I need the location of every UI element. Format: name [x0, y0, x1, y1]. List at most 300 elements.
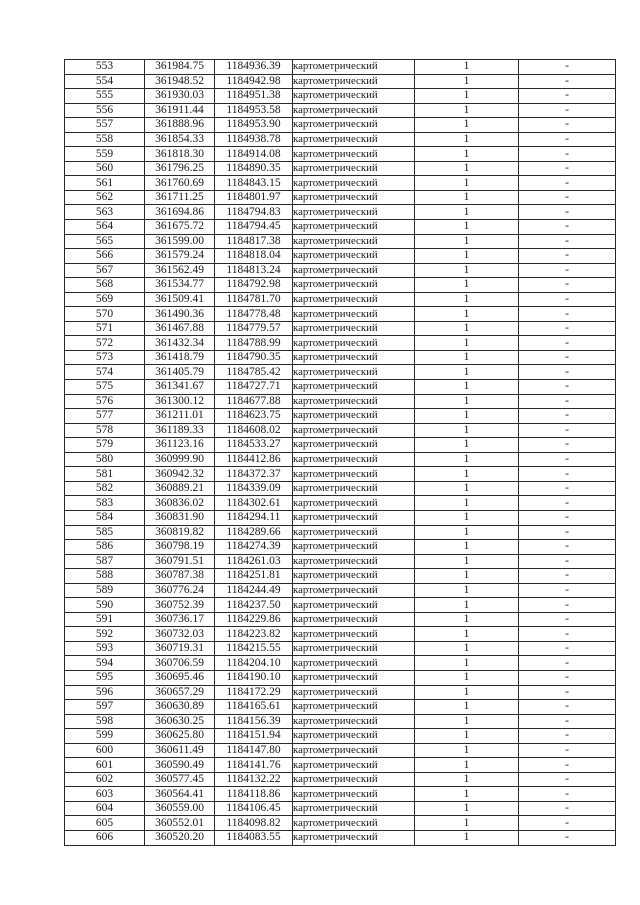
method-cell: картометрический	[293, 278, 415, 293]
point-number-cell: 559	[65, 147, 145, 162]
method-cell: картометрический	[293, 554, 415, 569]
description-cell: -	[519, 641, 616, 656]
table-row	[65, 161, 616, 176]
x-coordinate-cell: 360798.19	[145, 540, 215, 555]
table-row	[65, 103, 616, 118]
x-coordinate-cell: 360736.17	[145, 612, 215, 627]
point-number-cell: 592	[65, 627, 145, 642]
x-coordinate-cell: 360787.38	[145, 569, 215, 584]
point-number-cell: 556	[65, 103, 145, 118]
accuracy-cell: 1	[415, 641, 519, 656]
point-number-cell: 595	[65, 670, 145, 685]
description-cell: -	[519, 598, 616, 613]
table-row	[65, 249, 616, 264]
method-cell: картометрический	[293, 249, 415, 264]
accuracy-cell: 1	[415, 74, 519, 89]
method-cell: картометрический	[293, 540, 415, 555]
description-cell: -	[519, 700, 616, 715]
x-coordinate-cell: 361490.36	[145, 307, 215, 322]
accuracy-cell: 1	[415, 583, 519, 598]
point-number-cell: 571	[65, 321, 145, 336]
x-coordinate-cell: 361818.30	[145, 147, 215, 162]
y-coordinate-cell: 1184936.39	[215, 60, 293, 75]
x-coordinate-cell: 361675.72	[145, 220, 215, 235]
description-cell: -	[519, 234, 616, 249]
method-cell: картометрический	[293, 380, 415, 395]
accuracy-cell: 1	[415, 830, 519, 845]
point-number-cell: 553	[65, 60, 145, 75]
description-cell: -	[519, 670, 616, 685]
description-cell: -	[519, 438, 616, 453]
accuracy-cell: 1	[415, 350, 519, 365]
description-cell: -	[519, 350, 616, 365]
y-coordinate-cell: 1184951.38	[215, 89, 293, 104]
x-coordinate-cell: 361418.79	[145, 350, 215, 365]
description-cell: -	[519, 743, 616, 758]
y-coordinate-cell: 1184106.45	[215, 801, 293, 816]
x-coordinate-cell: 361984.75	[145, 60, 215, 75]
description-cell: -	[519, 365, 616, 380]
x-coordinate-cell: 361467.88	[145, 321, 215, 336]
point-number-cell: 566	[65, 249, 145, 264]
x-coordinate-cell: 361123.16	[145, 438, 215, 453]
description-cell: -	[519, 176, 616, 191]
y-coordinate-cell: 1184677.88	[215, 394, 293, 409]
description-cell: -	[519, 278, 616, 293]
description-cell: -	[519, 627, 616, 642]
method-cell: картометрический	[293, 132, 415, 147]
accuracy-cell: 1	[415, 670, 519, 685]
point-number-cell: 555	[65, 89, 145, 104]
y-coordinate-cell: 1184942.98	[215, 74, 293, 89]
y-coordinate-cell: 1184372.37	[215, 467, 293, 482]
y-coordinate-cell: 1184953.90	[215, 118, 293, 133]
description-cell: -	[519, 220, 616, 235]
point-number-cell: 606	[65, 830, 145, 845]
description-cell: -	[519, 60, 616, 75]
table-row	[65, 74, 616, 89]
y-coordinate-cell: 1184790.35	[215, 350, 293, 365]
method-cell: картометрический	[293, 481, 415, 496]
point-number-cell: 560	[65, 161, 145, 176]
x-coordinate-cell: 360831.90	[145, 510, 215, 525]
description-cell: -	[519, 292, 616, 307]
point-number-cell: 598	[65, 714, 145, 729]
accuracy-cell: 1	[415, 481, 519, 496]
method-cell: картометрический	[293, 656, 415, 671]
table-row	[65, 438, 616, 453]
accuracy-cell: 1	[415, 525, 519, 540]
coordinates-table	[64, 59, 616, 846]
y-coordinate-cell: 1184788.99	[215, 336, 293, 351]
point-number-cell: 563	[65, 205, 145, 220]
table-row	[65, 496, 616, 511]
description-cell: -	[519, 569, 616, 584]
x-coordinate-cell: 360776.24	[145, 583, 215, 598]
y-coordinate-cell: 1184098.82	[215, 816, 293, 831]
description-cell: -	[519, 481, 616, 496]
table-row	[65, 569, 616, 584]
accuracy-cell: 1	[415, 510, 519, 525]
table-row	[65, 467, 616, 482]
description-cell: -	[519, 496, 616, 511]
point-number-cell: 573	[65, 350, 145, 365]
method-cell: картометрический	[293, 60, 415, 75]
y-coordinate-cell: 1184813.24	[215, 263, 293, 278]
y-coordinate-cell: 1184608.02	[215, 423, 293, 438]
x-coordinate-cell: 361854.33	[145, 132, 215, 147]
x-coordinate-cell: 361711.25	[145, 190, 215, 205]
x-coordinate-cell: 360942.32	[145, 467, 215, 482]
y-coordinate-cell: 1184251.81	[215, 569, 293, 584]
accuracy-cell: 1	[415, 409, 519, 424]
point-number-cell: 601	[65, 758, 145, 773]
y-coordinate-cell: 1184779.57	[215, 321, 293, 336]
accuracy-cell: 1	[415, 423, 519, 438]
description-cell: -	[519, 307, 616, 322]
accuracy-cell: 1	[415, 394, 519, 409]
x-coordinate-cell: 360706.59	[145, 656, 215, 671]
table-row	[65, 307, 616, 322]
x-coordinate-cell: 360819.82	[145, 525, 215, 540]
table-row	[65, 394, 616, 409]
table-row	[65, 176, 616, 191]
table-row	[65, 220, 616, 235]
y-coordinate-cell: 1184890.35	[215, 161, 293, 176]
x-coordinate-cell: 360630.89	[145, 700, 215, 715]
x-coordinate-cell: 361432.34	[145, 336, 215, 351]
y-coordinate-cell: 1184190.10	[215, 670, 293, 685]
table-row	[65, 452, 616, 467]
y-coordinate-cell: 1184794.45	[215, 220, 293, 235]
description-cell: -	[519, 452, 616, 467]
y-coordinate-cell: 1184778.48	[215, 307, 293, 322]
point-number-cell: 600	[65, 743, 145, 758]
x-coordinate-cell: 361694.86	[145, 205, 215, 220]
point-number-cell: 585	[65, 525, 145, 540]
table-row	[65, 729, 616, 744]
accuracy-cell: 1	[415, 787, 519, 802]
description-cell: -	[519, 132, 616, 147]
accuracy-cell: 1	[415, 263, 519, 278]
method-cell: картометрический	[293, 292, 415, 307]
table-row	[65, 612, 616, 627]
table-row	[65, 423, 616, 438]
accuracy-cell: 1	[415, 365, 519, 380]
accuracy-cell: 1	[415, 569, 519, 584]
point-number-cell: 597	[65, 700, 145, 715]
method-cell: картометрический	[293, 685, 415, 700]
description-cell: -	[519, 103, 616, 118]
method-cell: картометрический	[293, 700, 415, 715]
accuracy-cell: 1	[415, 292, 519, 307]
point-number-cell: 570	[65, 307, 145, 322]
accuracy-cell: 1	[415, 220, 519, 235]
accuracy-cell: 1	[415, 205, 519, 220]
method-cell: картометрический	[293, 830, 415, 845]
x-coordinate-cell: 360625.80	[145, 729, 215, 744]
point-number-cell: 561	[65, 176, 145, 191]
description-cell: -	[519, 525, 616, 540]
y-coordinate-cell: 1184132.22	[215, 772, 293, 787]
accuracy-cell: 1	[415, 801, 519, 816]
x-coordinate-cell: 360657.29	[145, 685, 215, 700]
description-cell: -	[519, 118, 616, 133]
description-cell: -	[519, 467, 616, 482]
method-cell: картометрический	[293, 525, 415, 540]
table-row	[65, 409, 616, 424]
x-coordinate-cell: 360590.49	[145, 758, 215, 773]
accuracy-cell: 1	[415, 743, 519, 758]
description-cell: -	[519, 729, 616, 744]
x-coordinate-cell: 361930.03	[145, 89, 215, 104]
accuracy-cell: 1	[415, 540, 519, 555]
x-coordinate-cell: 360889.21	[145, 481, 215, 496]
point-number-cell: 594	[65, 656, 145, 671]
point-number-cell: 574	[65, 365, 145, 380]
description-cell: -	[519, 787, 616, 802]
y-coordinate-cell: 1184792.98	[215, 278, 293, 293]
table-row	[65, 147, 616, 162]
accuracy-cell: 1	[415, 176, 519, 191]
point-number-cell: 572	[65, 336, 145, 351]
method-cell: картометрический	[293, 423, 415, 438]
accuracy-cell: 1	[415, 103, 519, 118]
table-row	[65, 365, 616, 380]
table-row	[65, 205, 616, 220]
point-number-cell: 562	[65, 190, 145, 205]
y-coordinate-cell: 1184953.58	[215, 103, 293, 118]
description-cell: -	[519, 321, 616, 336]
y-coordinate-cell: 1184294.11	[215, 510, 293, 525]
table-row	[65, 234, 616, 249]
table-row	[65, 641, 616, 656]
table-row	[65, 685, 616, 700]
point-number-cell: 593	[65, 641, 145, 656]
method-cell: картометрический	[293, 220, 415, 235]
table-row	[65, 263, 616, 278]
accuracy-cell: 1	[415, 89, 519, 104]
method-cell: картометрический	[293, 801, 415, 816]
accuracy-cell: 1	[415, 234, 519, 249]
method-cell: картометрический	[293, 758, 415, 773]
description-cell: -	[519, 540, 616, 555]
x-coordinate-cell: 361534.77	[145, 278, 215, 293]
point-number-cell: 604	[65, 801, 145, 816]
accuracy-cell: 1	[415, 161, 519, 176]
point-number-cell: 586	[65, 540, 145, 555]
method-cell: картометрический	[293, 510, 415, 525]
method-cell: картометрический	[293, 263, 415, 278]
y-coordinate-cell: 1184118.86	[215, 787, 293, 802]
accuracy-cell: 1	[415, 307, 519, 322]
description-cell: -	[519, 656, 616, 671]
x-coordinate-cell: 361948.52	[145, 74, 215, 89]
method-cell: картометрический	[293, 74, 415, 89]
y-coordinate-cell: 1184412.86	[215, 452, 293, 467]
table-row	[65, 743, 616, 758]
method-cell: картометрический	[293, 336, 415, 351]
accuracy-cell: 1	[415, 336, 519, 351]
x-coordinate-cell: 361509.41	[145, 292, 215, 307]
y-coordinate-cell: 1184229.86	[215, 612, 293, 627]
table-row	[65, 321, 616, 336]
method-cell: картометрический	[293, 496, 415, 511]
x-coordinate-cell: 360791.51	[145, 554, 215, 569]
y-coordinate-cell: 1184215.55	[215, 641, 293, 656]
x-coordinate-cell: 361796.25	[145, 161, 215, 176]
y-coordinate-cell: 1184147.80	[215, 743, 293, 758]
description-cell: -	[519, 249, 616, 264]
point-number-cell: 596	[65, 685, 145, 700]
point-number-cell: 602	[65, 772, 145, 787]
table-row	[65, 758, 616, 773]
table-row	[65, 278, 616, 293]
accuracy-cell: 1	[415, 772, 519, 787]
y-coordinate-cell: 1184339.09	[215, 481, 293, 496]
point-number-cell: 577	[65, 409, 145, 424]
table-row	[65, 830, 616, 845]
description-cell: -	[519, 714, 616, 729]
table-row	[65, 787, 616, 802]
description-cell: -	[519, 772, 616, 787]
description-cell: -	[519, 758, 616, 773]
accuracy-cell: 1	[415, 380, 519, 395]
description-cell: -	[519, 583, 616, 598]
x-coordinate-cell: 360559.00	[145, 801, 215, 816]
coordinates-table-body	[65, 60, 616, 846]
description-cell: -	[519, 263, 616, 278]
method-cell: картометрический	[293, 612, 415, 627]
method-cell: картометрический	[293, 394, 415, 409]
description-cell: -	[519, 147, 616, 162]
accuracy-cell: 1	[415, 321, 519, 336]
x-coordinate-cell: 360564.41	[145, 787, 215, 802]
method-cell: картометрический	[293, 103, 415, 118]
point-number-cell: 557	[65, 118, 145, 133]
method-cell: картометрический	[293, 161, 415, 176]
y-coordinate-cell: 1184843.15	[215, 176, 293, 191]
x-coordinate-cell: 360520.20	[145, 830, 215, 845]
y-coordinate-cell: 1184141.76	[215, 758, 293, 773]
method-cell: картометрический	[293, 467, 415, 482]
method-cell: картометрический	[293, 787, 415, 802]
table-row	[65, 627, 616, 642]
y-coordinate-cell: 1184204.10	[215, 656, 293, 671]
y-coordinate-cell: 1184156.39	[215, 714, 293, 729]
y-coordinate-cell: 1184172.29	[215, 685, 293, 700]
accuracy-cell: 1	[415, 190, 519, 205]
description-cell: -	[519, 394, 616, 409]
accuracy-cell: 1	[415, 118, 519, 133]
y-coordinate-cell: 1184237.50	[215, 598, 293, 613]
point-number-cell: 589	[65, 583, 145, 598]
table-row	[65, 700, 616, 715]
x-coordinate-cell: 360732.03	[145, 627, 215, 642]
method-cell: картометрический	[293, 147, 415, 162]
method-cell: картометрический	[293, 569, 415, 584]
y-coordinate-cell: 1184785.42	[215, 365, 293, 380]
method-cell: картометрический	[293, 409, 415, 424]
x-coordinate-cell: 361562.49	[145, 263, 215, 278]
accuracy-cell: 1	[415, 452, 519, 467]
description-cell: -	[519, 554, 616, 569]
x-coordinate-cell: 361341.67	[145, 380, 215, 395]
table-row	[65, 772, 616, 787]
y-coordinate-cell: 1184914.08	[215, 147, 293, 162]
x-coordinate-cell: 361760.69	[145, 176, 215, 191]
point-number-cell: 578	[65, 423, 145, 438]
table-row	[65, 190, 616, 205]
description-cell: -	[519, 510, 616, 525]
description-cell: -	[519, 801, 616, 816]
point-number-cell: 588	[65, 569, 145, 584]
y-coordinate-cell: 1184083.55	[215, 830, 293, 845]
method-cell: картометрический	[293, 670, 415, 685]
y-coordinate-cell: 1184244.49	[215, 583, 293, 598]
accuracy-cell: 1	[415, 147, 519, 162]
description-cell: -	[519, 830, 616, 845]
method-cell: картометрический	[293, 729, 415, 744]
description-cell: -	[519, 205, 616, 220]
description-cell: -	[519, 816, 616, 831]
table-row	[65, 656, 616, 671]
point-number-cell: 575	[65, 380, 145, 395]
accuracy-cell: 1	[415, 496, 519, 511]
accuracy-cell: 1	[415, 729, 519, 744]
point-number-cell: 554	[65, 74, 145, 89]
y-coordinate-cell: 1184727.71	[215, 380, 293, 395]
description-cell: -	[519, 380, 616, 395]
method-cell: картометрический	[293, 816, 415, 831]
table-row	[65, 118, 616, 133]
table-row	[65, 380, 616, 395]
x-coordinate-cell: 361189.33	[145, 423, 215, 438]
y-coordinate-cell: 1184794.83	[215, 205, 293, 220]
point-number-cell: 605	[65, 816, 145, 831]
accuracy-cell: 1	[415, 554, 519, 569]
point-number-cell: 590	[65, 598, 145, 613]
accuracy-cell: 1	[415, 656, 519, 671]
table-row	[65, 481, 616, 496]
accuracy-cell: 1	[415, 816, 519, 831]
x-coordinate-cell: 360719.31	[145, 641, 215, 656]
table-row	[65, 583, 616, 598]
table-row	[65, 670, 616, 685]
y-coordinate-cell: 1184223.82	[215, 627, 293, 642]
x-coordinate-cell: 361211.01	[145, 409, 215, 424]
accuracy-cell: 1	[415, 132, 519, 147]
accuracy-cell: 1	[415, 714, 519, 729]
point-number-cell: 579	[65, 438, 145, 453]
method-cell: картометрический	[293, 641, 415, 656]
method-cell: картометрический	[293, 743, 415, 758]
point-number-cell: 599	[65, 729, 145, 744]
point-number-cell: 567	[65, 263, 145, 278]
y-coordinate-cell: 1184274.39	[215, 540, 293, 555]
method-cell: картометрический	[293, 583, 415, 598]
x-coordinate-cell: 361599.00	[145, 234, 215, 249]
y-coordinate-cell: 1184781.70	[215, 292, 293, 307]
y-coordinate-cell: 1184818.04	[215, 249, 293, 264]
accuracy-cell: 1	[415, 438, 519, 453]
point-number-cell: 603	[65, 787, 145, 802]
x-coordinate-cell: 360552.01	[145, 816, 215, 831]
table-row	[65, 60, 616, 75]
table-row	[65, 336, 616, 351]
x-coordinate-cell: 360695.46	[145, 670, 215, 685]
method-cell: картометрический	[293, 452, 415, 467]
